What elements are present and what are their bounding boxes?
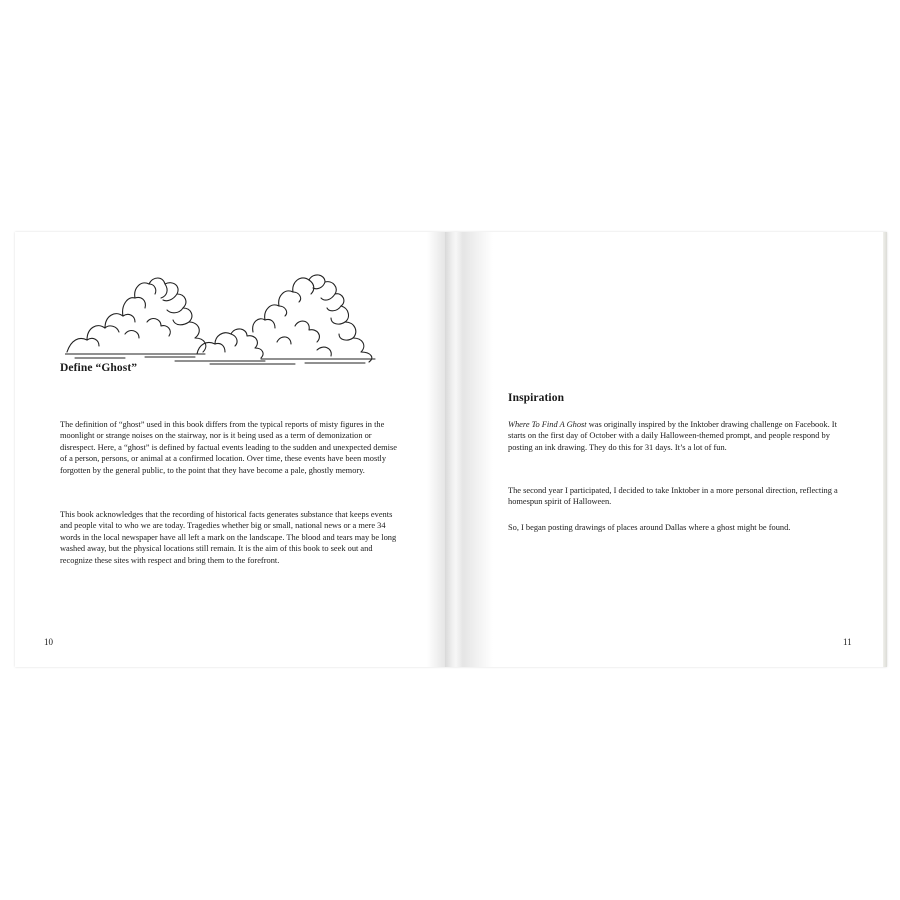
open-book <box>15 232 887 667</box>
page-number: 11 <box>843 637 852 647</box>
paragraph: Where To Find A Ghost was originally inspired by the Inktober drawing challenge on Facebook. It starts on the first day of October with a daily Halloween-themed prompt, and people respond by posting an ink drawing. They do this for 31 days. It’s a lot of fun. <box>508 420 837 452</box>
book-gutter <box>445 232 463 667</box>
page-number: 10 <box>44 637 53 647</box>
right-page <box>463 232 883 667</box>
paragraph: The definition of “ghost” used in this book differs from the typical reports of misty figures in the moonlight or strange noises on the stairway, nor is it being used as a term of demonization or disrespect. Here, a “ghost” is defined by factual events leading to the sudden and unexpected demise of a person, persons, or animal at a confirmed location. Over time, these events have been mostly forgotten by the general public, to the point that they have become a pale, ghostly memory. <box>60 420 397 475</box>
book-title: Where To Find A Ghost <box>508 420 587 429</box>
paragraph: So, I began posting drawings of places around Dallas where a ghost might be found. <box>508 523 791 532</box>
paragraph: This book acknowledges that the recording of historical facts generates substance that keeps events and people vital to who we are today. Tragedies whether big or small, national news or a mere 34 words in the local newspaper have all left a mark on the landscape. The blood and tears may be long washed away, but the physical locations still remain. It is the aim of this book to seek out and recognize these sites with respect and bring them to the forefront. <box>60 510 397 565</box>
page-edge <box>883 232 887 667</box>
left-page <box>15 232 445 667</box>
paragraph: The second year I participated, I decided to take Inktober in a more personal direction, reflecting a homespun spirit of Halloween. <box>508 486 838 507</box>
page-heading: Inspiration <box>508 392 565 404</box>
clouds-illustration <box>65 262 385 372</box>
page-heading: Define “Ghost” <box>60 362 138 374</box>
